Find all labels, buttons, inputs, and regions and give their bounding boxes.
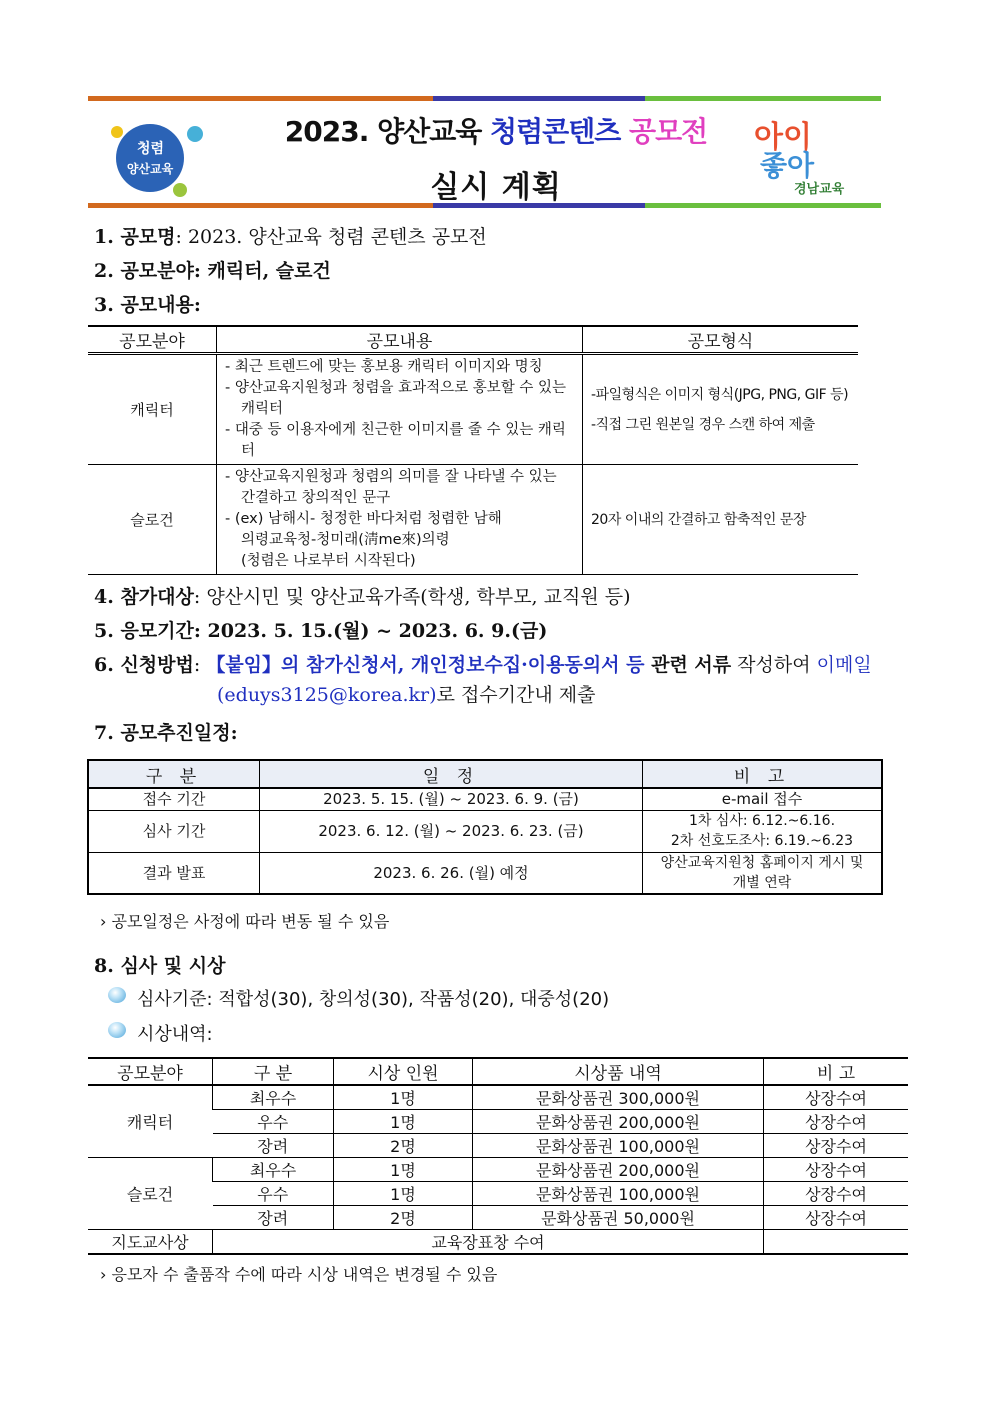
- table-row: [88, 1230, 908, 1255]
- award-cell: 상장수여: [764, 1085, 909, 1110]
- section-4: [94, 582, 631, 609]
- schedule-cell: e-mail 접수: [643, 788, 883, 810]
- award-cell: 우수: [213, 1182, 334, 1206]
- section-7-colon: :: [230, 722, 238, 744]
- section-3: [94, 290, 201, 317]
- section-6-docs: 관련 서류: [644, 654, 732, 676]
- right-logo-text2: 좋아: [760, 149, 815, 182]
- header-top-bar-green: [645, 96, 881, 101]
- table-row: [88, 354, 858, 465]
- section-7-label: 7. 공모추진일정: [94, 722, 231, 744]
- schedule-cell: 2023. 6. 26. (월) 예정: [260, 852, 643, 894]
- award-cell: 1명: [334, 1110, 473, 1134]
- award-cell: 지도교사상: [88, 1230, 213, 1255]
- list-item: - 최근 트렌드에 맞는 홍보용 캐릭터 이미지와 명칭: [225, 359, 543, 375]
- awards-label: 시상내역:: [137, 1024, 213, 1045]
- list-item: - 대중 등 이용자에게 친근한 이미지를 줄 수 있는 캐릭터: [225, 422, 566, 459]
- section-6-line2: [217, 680, 595, 707]
- award-cell: 문화상품권 100,000원: [473, 1134, 764, 1158]
- list-item: -파일형식은 이미지 형식(JPG, PNG, GIF 등): [591, 386, 849, 403]
- award-cell: 문화상품권 100,000원: [473, 1182, 764, 1206]
- award-header-field: 공모분야: [88, 1058, 213, 1085]
- award-cell: 문화상품권 200,000원: [473, 1110, 764, 1134]
- section-3-colon: :: [193, 294, 201, 316]
- header-top-bar-orange: [88, 96, 433, 101]
- schedule-cell: 2023. 5. 15. (월) ~ 2023. 6. 9. (금): [260, 788, 643, 810]
- section-6-colon: :: [193, 654, 207, 676]
- section-2: [94, 256, 331, 283]
- table-row: [88, 465, 858, 575]
- section-8-label: 8. 심사 및 시상: [94, 955, 226, 977]
- contest-header-format: 공모형식: [583, 326, 859, 354]
- section-6-attachments: 【붙임】의 참가신청서, 개인정보수집·이용동의서 등: [206, 654, 645, 676]
- award-cell: [764, 1230, 909, 1255]
- award-cell: 우수: [213, 1110, 334, 1134]
- schedule-cell: [643, 810, 883, 852]
- section-1-value: : 2023. 양산교육 청렴 콘텐츠 공모전: [175, 226, 487, 248]
- contest-content-table: [88, 325, 858, 575]
- award-cell: 문화상품권 50,000원: [473, 1206, 764, 1230]
- award-cell: 최우수: [213, 1085, 334, 1110]
- section-4-value: : 양산시민 및 양산교육가족(학생, 학부모, 교직원 등): [193, 586, 631, 608]
- list-item: 의령교육청-청미래(淸me來)의령: [241, 532, 450, 548]
- schedule-note: › 공모일정은 사정에 따라 변동 될 수 있음: [100, 912, 390, 931]
- award-cell: 문화상품권 200,000원: [473, 1158, 764, 1182]
- award-cell: 2명: [334, 1134, 473, 1158]
- section-6-email-label: 이메일: [816, 654, 872, 676]
- award-cell: 장려: [213, 1134, 334, 1158]
- section-6: [94, 650, 914, 677]
- table-row: [88, 852, 882, 894]
- list-item: - 양산교육지원청과 청렴의 의미를 잘 나타낼 수 있는 간결하고 창의적인 문구: [225, 469, 557, 506]
- schedule-cell: 결과 발표: [88, 852, 260, 894]
- schedule-header-period: 일 정: [260, 760, 643, 788]
- table-row: [88, 1158, 908, 1182]
- right-logo-text1: 아이: [754, 120, 812, 155]
- contest-format-character: [583, 354, 859, 465]
- section-1-label: 1. 공모명: [94, 226, 176, 248]
- section-5-label: 5. 응모기간: [94, 620, 194, 642]
- schedule-note-line: 양산교육지원청 홈페이지 게시 및: [660, 854, 864, 871]
- award-cell: 상장수여: [764, 1134, 909, 1158]
- award-cell: 교육장표창 수여: [213, 1230, 764, 1255]
- table-row: [88, 1085, 908, 1110]
- contest-content-character: [217, 354, 583, 465]
- award-cell: 1명: [334, 1085, 473, 1110]
- title-prefix: 2023. 양산교육: [284, 115, 491, 148]
- schedule-cell: 심사 기간: [88, 810, 260, 852]
- left-logo-text1: 청렴: [136, 141, 165, 157]
- schedule-note-line: 2차 선호도조사: 6.19.~6.23: [670, 833, 854, 849]
- section-2-value: : 캐릭터, 슬로건: [193, 260, 331, 282]
- schedule-cell: 2023. 6. 12. (월) ~ 2023. 6. 23. (금): [260, 810, 643, 852]
- title-blue: 청렴콘텐츠: [490, 115, 621, 148]
- contest-header-field: 공모분야: [88, 326, 217, 354]
- contest-field-slogan: 슬로건: [88, 465, 217, 575]
- bullet-icon: [108, 1022, 126, 1038]
- list-item: -직접 그린 원본일 경우 스캔 하여 제출: [591, 416, 815, 433]
- schedule-header-note: 비 고: [643, 760, 883, 788]
- contest-content-slogan: [217, 465, 583, 575]
- section-5-value: : 2023. 5. 15.(월) ~ 2023. 6. 9.(금): [193, 620, 548, 642]
- criteria-text: 심사기준: 적합성(30), 창의성(30), 작품성(20), 대중성(20): [137, 989, 610, 1010]
- schedule-cell: 접수 기간: [88, 788, 260, 810]
- contest-header-content: 공모내용: [217, 326, 583, 354]
- section-4-label: 4. 참가대상: [94, 586, 194, 608]
- contest-format-slogan: 20자 이내의 간결하고 함축적인 문장: [583, 465, 859, 575]
- title-pink: 공모전: [620, 115, 708, 148]
- award-table: [88, 1057, 908, 1255]
- section-8: [94, 951, 225, 978]
- award-field-character: 캐릭터: [88, 1085, 213, 1158]
- award-cell: 1명: [334, 1182, 473, 1206]
- section-2-label: 2. 공모분야: [94, 260, 194, 282]
- schedule-cell: [643, 852, 883, 894]
- section-5: [94, 616, 547, 643]
- award-cell: 1명: [334, 1158, 473, 1182]
- right-logo-sub: 경남교육: [794, 182, 845, 197]
- page-title: [0, 110, 992, 150]
- award-note: › 응모자 수 출품작 수에 따라 시상 내역은 변경될 수 있음: [100, 1265, 498, 1284]
- award-cell: 장려: [213, 1206, 334, 1230]
- schedule-header-category: 구 분: [88, 760, 260, 788]
- award-header-note: 비 고: [764, 1058, 909, 1085]
- schedule-table: [87, 759, 883, 895]
- award-cell: 2명: [334, 1206, 473, 1230]
- section-1: [94, 222, 487, 249]
- award-cell: 상장수여: [764, 1182, 909, 1206]
- schedule-note-line: 1차 심사: 6.12.~6.16.: [688, 813, 836, 829]
- award-cell: 문화상품권 300,000원: [473, 1085, 764, 1110]
- section-7: [94, 718, 238, 745]
- contest-field-character: 캐릭터: [88, 354, 217, 465]
- list-item: - 양산교육지원청과 청렴을 효과적으로 홍보할 수 있는 캐릭터: [225, 380, 567, 417]
- award-cell: 상장수여: [764, 1206, 909, 1230]
- award-header-prize: 시상품 내역: [473, 1058, 764, 1085]
- list-item: - (ex) 남해시- 청정한 바다처럼 청렴한 남해: [225, 511, 502, 527]
- list-item: (청렴은 나로부터 시작된다): [241, 553, 416, 569]
- award-cell: 상장수여: [764, 1158, 909, 1182]
- schedule-note-line: 개별 연락: [732, 874, 792, 891]
- page-subtitle: 실시 계획: [430, 170, 562, 205]
- award-field-slogan: 슬로건: [88, 1158, 213, 1230]
- award-header-count: 시상 인원: [334, 1058, 473, 1085]
- section-6-label: 6. 신청방법: [94, 654, 194, 676]
- award-cell: 최우수: [213, 1158, 334, 1182]
- table-row: [88, 788, 882, 810]
- email-address[interactable]: (eduys3125@korea.kr): [217, 684, 437, 706]
- bullet-icon: [108, 987, 126, 1003]
- award-header-category: 구 분: [213, 1058, 334, 1085]
- section-6-text: 작성하여: [731, 654, 817, 676]
- section-3-label: 3. 공모내용: [94, 294, 194, 316]
- left-logo-text2: 양산교육: [126, 162, 174, 176]
- table-row: [88, 810, 882, 852]
- award-cell: 상장수여: [764, 1110, 909, 1134]
- section-6-line2-text: 로 접수기간내 제출: [436, 684, 596, 706]
- header-top-bar-blue: [433, 96, 645, 101]
